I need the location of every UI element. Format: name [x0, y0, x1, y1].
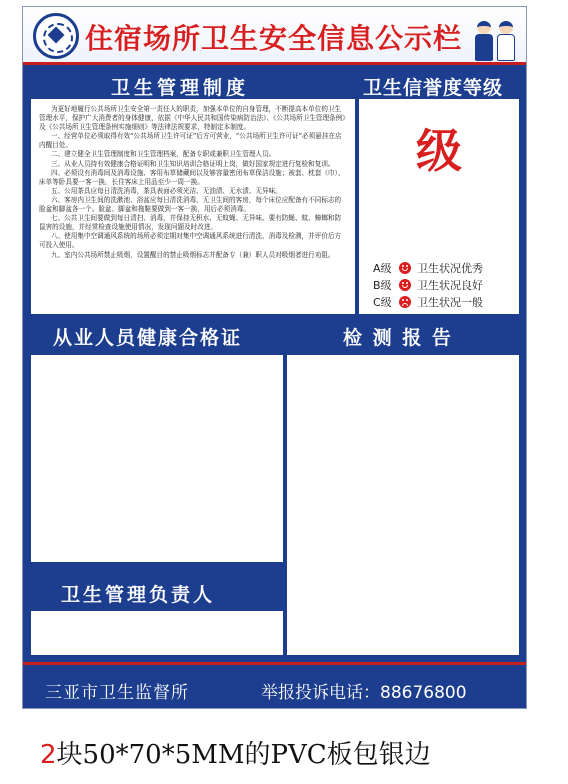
grade-row-a: A级 卫生状况优秀: [373, 261, 483, 275]
sad-face-icon: [399, 296, 411, 308]
rules-paragraph: 七、公共卫生间要做到每日清扫、消毒，并保持无积水、无蚊蝇、无异味。要有防蝇、蚊、蟑螂和防鼠害的设施，并经常检查设施使用情况，发现问题及时改进。: [39, 214, 342, 232]
grade-legend: [359, 217, 519, 314]
footer-divider: [23, 662, 526, 665]
health-certificate-panel: [31, 355, 283, 562]
rules-panel: [31, 99, 355, 314]
rules-paragraph: 一、经营单位必须取得有效“公共场所卫生许可证”后方可营业，“公共场所卫生许可证”必须悬挂在店内醒目处。: [39, 132, 342, 150]
health-heading: 从业人员健康合格证: [53, 327, 243, 349]
health-mascot-icon: [472, 11, 520, 61]
rules-paragraph: 八、使用集中空调通风系统的场所必须定期对集中空调通风系统进行清洗、消毒及检测，并评价后方可投入使用。: [39, 232, 342, 250]
authority-label: 三亚市卫生监督所: [45, 683, 189, 703]
report-panel: [287, 355, 519, 655]
rules-paragraph: 五、公用茶具应每日清洗消毒，茶具表面必须光洁、无油渍、无水渍、无异味。: [51, 186, 282, 195]
caption-text: 块50*70*5MM的PVC板包银边: [56, 740, 431, 770]
hotline-label: 举报投诉电话：88676800: [261, 683, 467, 703]
grade-heading: 卫生信誉度等级: [363, 77, 504, 99]
grade-value: 级: [416, 124, 462, 178]
manager-panel: [31, 611, 283, 655]
rules-paragraph: 六、客房内卫生间的洗漱池、浴盆应每日清洗消毒，无卫生间的客房，每个床位应配备有不同标志的脸盆和脚盆各一个。脸盆、脚盆和拖鞋要做到一客一换，用后必须消毒。: [39, 195, 342, 214]
product-caption: [40, 734, 431, 771]
rules-paragraph: 四、必须设有消毒间及消毒设施、客用布草储藏间以及够容量密闭布草保洁设施；被套、枕套（巾）、床单等卧具要一客一换，长住客床上用品至少一周一换。: [39, 168, 345, 186]
board-title: 住宿场所卫生安全信息公示栏: [85, 22, 463, 55]
manager-heading: 卫生管理负责人: [61, 584, 216, 606]
notice-board: [22, 6, 527, 709]
grade-row-b: B级 卫生状况良好: [373, 278, 483, 292]
caption-count: 2: [40, 740, 57, 770]
report-heading: 检 测 报 告: [343, 327, 453, 349]
neutral-face-icon: [399, 279, 411, 291]
rules-paragraph: 为更好地履行公共场所卫生安全第一责任人的职责，加强本单位的自身管理，不断提高本单位的卫生管理水平，保护广大消费者的身体健康，依据《中华人民共和国传染病防治法》、《公共场所卫生管理条例》及《公共场所卫生管理条例实施细则》等法律法规要求，特制定本制度。: [39, 105, 346, 132]
rules-paragraph: 二、建立健全卫生管理制度和卫生管理档案，配备专职或兼职卫生管理人员。: [51, 150, 276, 159]
grade-row-c: C级 卫生状况一般: [373, 295, 483, 309]
rules-paragraph: 九、室内公共场所禁止吸烟，设置醒目的禁止吸烟标志并配备专（兼）职人员对吸烟者进行劝阻。: [51, 250, 335, 259]
rules-heading: 卫生管理制度: [111, 77, 250, 99]
rules-paragraph: 三、从业人员持有效健康合格证明和卫生知识培训合格证明上岗，做好国家规定进行复检和复训。: [51, 159, 335, 168]
smile-face-icon: [399, 262, 411, 274]
board-header: [23, 7, 526, 65]
police-emblem-icon: [33, 13, 79, 59]
